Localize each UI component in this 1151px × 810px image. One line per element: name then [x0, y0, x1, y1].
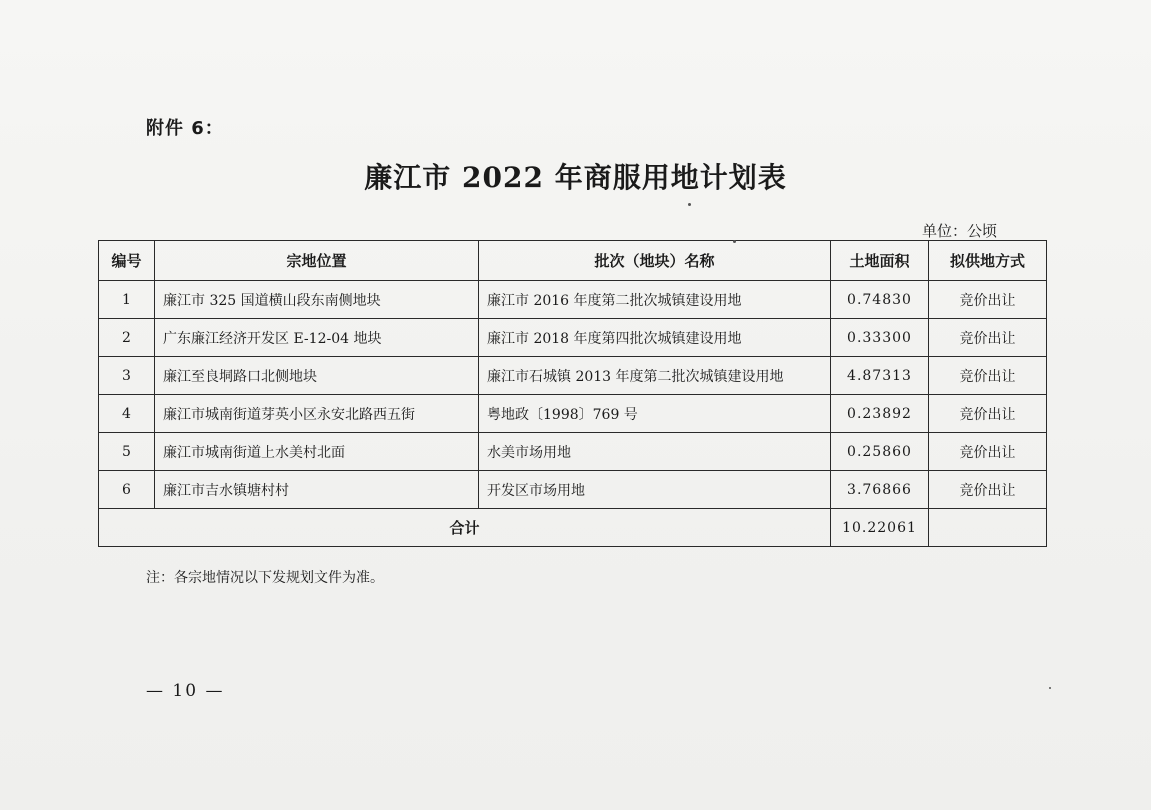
row-batch: 粤地政〔1998〕769 号 [479, 395, 831, 433]
row-area: 3.76866 [831, 471, 929, 509]
table-row [99, 281, 1047, 319]
table-row [99, 319, 1047, 357]
row-area: 0.23892 [831, 395, 929, 433]
row-batch: 廉江市石城镇 2013 年度第二批次城镇建设用地 [479, 357, 831, 395]
table-row [99, 433, 1047, 471]
page-number: — 10 — [146, 681, 225, 701]
row-location: 廉江市吉水镇塘村村 [155, 471, 479, 509]
row-number: 3 [99, 357, 155, 395]
column-header-area: 土地面积 [831, 241, 929, 281]
column-header-batch: 批次（地块）名称 [479, 241, 831, 281]
column-header-number: 编号 [99, 241, 155, 281]
row-area: 4.87313 [831, 357, 929, 395]
column-header-location: 宗地位置 [155, 241, 479, 281]
total-area: 10.22061 [831, 509, 929, 547]
land-plan-table [98, 240, 1047, 547]
row-area: 0.33300 [831, 319, 929, 357]
row-batch: 廉江市 2018 年度第四批次城镇建设用地 [479, 319, 831, 357]
scan-speck [688, 203, 691, 206]
scan-speck [1049, 687, 1051, 689]
table-row [99, 357, 1047, 395]
row-method: 竞价出让 [929, 281, 1047, 319]
row-method: 竞价出让 [929, 319, 1047, 357]
row-number: 5 [99, 433, 155, 471]
row-location: 廉江市 325 国道横山段东南侧地块 [155, 281, 479, 319]
row-location: 廉江市城南街道芽英小区永安北路西五街 [155, 395, 479, 433]
scan-speck [733, 240, 736, 243]
row-location: 廉江至良垌路口北侧地块 [155, 357, 479, 395]
row-number: 6 [99, 471, 155, 509]
row-batch: 廉江市 2016 年度第二批次城镇建设用地 [479, 281, 831, 319]
unit-label: 单位：公顷 [922, 222, 998, 240]
row-number: 4 [99, 395, 155, 433]
row-area: 0.74830 [831, 281, 929, 319]
table-header-row [99, 241, 1047, 281]
column-header-method: 拟供地方式 [929, 241, 1047, 281]
row-batch: 水美市场用地 [479, 433, 831, 471]
row-location: 广东廉江经济开发区 E-12-04 地块 [155, 319, 479, 357]
row-number: 2 [99, 319, 155, 357]
table-row [99, 471, 1047, 509]
row-area: 0.25860 [831, 433, 929, 471]
total-row [99, 509, 1047, 547]
row-method: 竞价出让 [929, 433, 1047, 471]
row-batch: 开发区市场用地 [479, 471, 831, 509]
total-label: 合计 [99, 509, 831, 547]
row-number: 1 [99, 281, 155, 319]
attachment-label: 附件 6： [146, 118, 224, 139]
row-method: 竞价出让 [929, 395, 1047, 433]
footnote: 注：各宗地情况以下发规划文件为准。 [146, 570, 384, 586]
row-location: 廉江市城南街道上水美村北面 [155, 433, 479, 471]
row-method: 竞价出让 [929, 357, 1047, 395]
table-row [99, 395, 1047, 433]
page-title: 廉江市 2022 年商服用地计划表 [364, 161, 787, 194]
row-method: 竞价出让 [929, 471, 1047, 509]
total-method-empty [929, 509, 1047, 547]
